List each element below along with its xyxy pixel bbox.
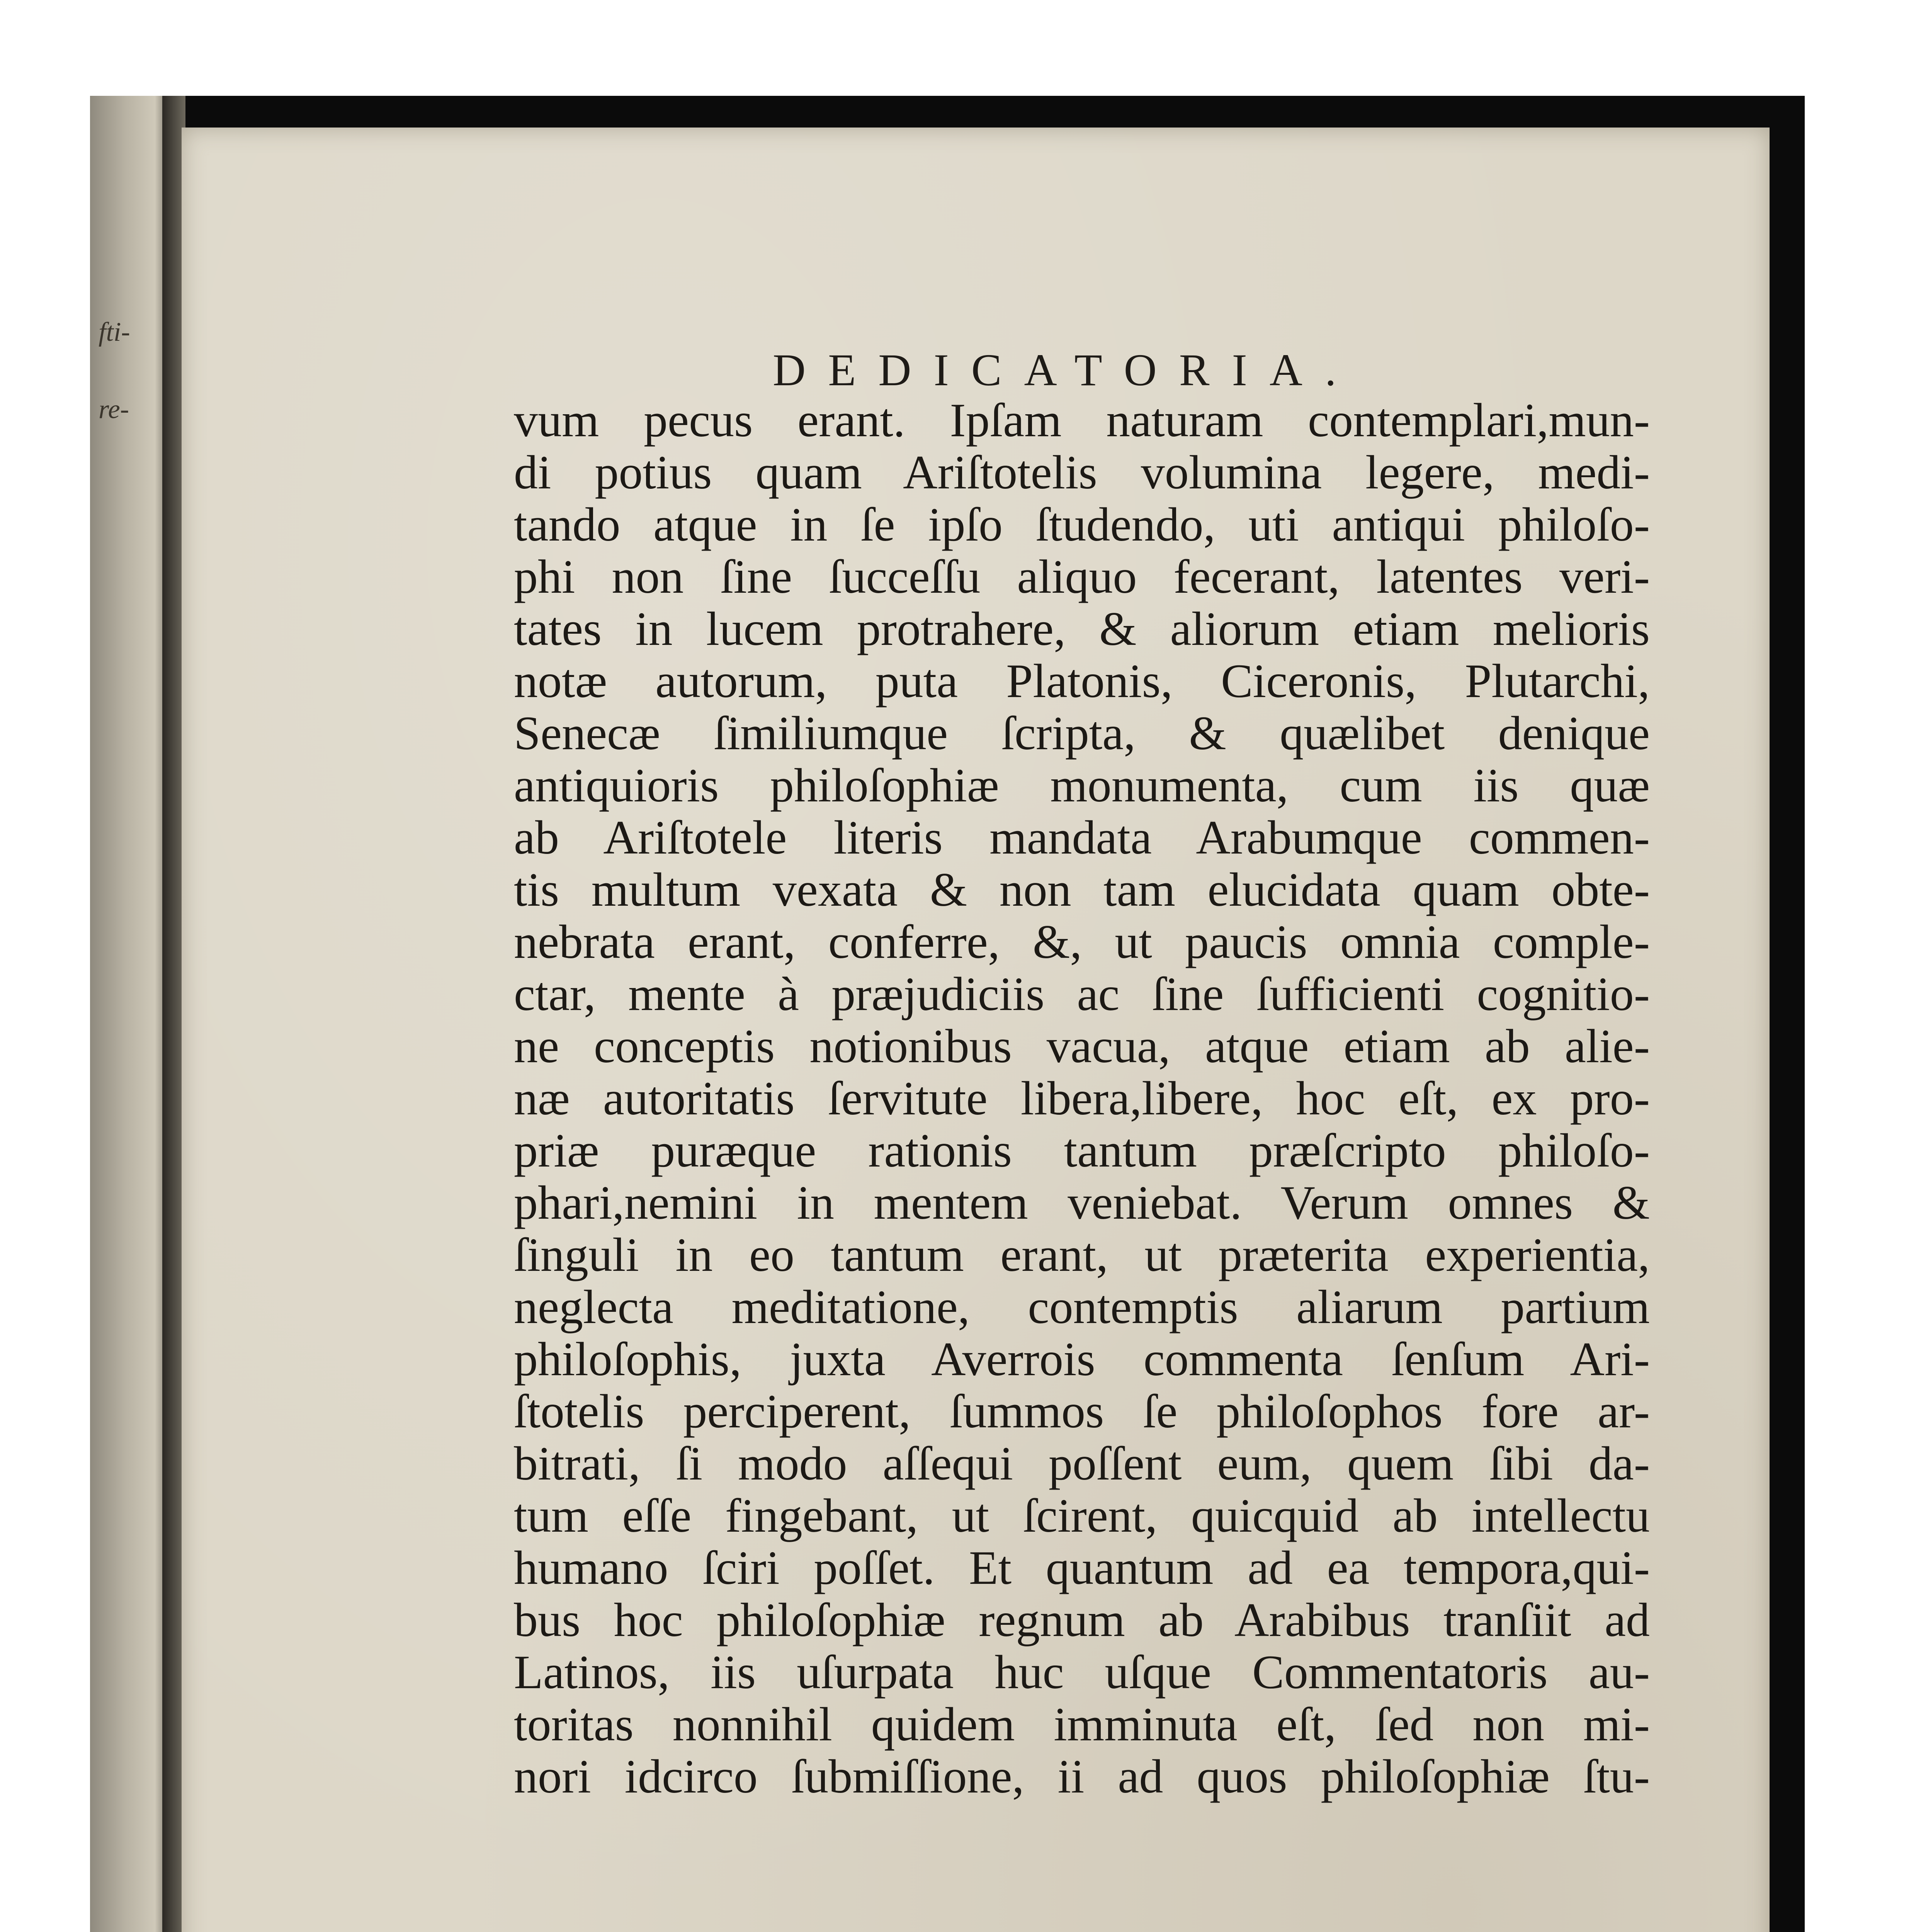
running-head: DEDICATORIA. <box>773 345 1359 395</box>
text-line: ſinguli in eo tantum erant, ut præterita experientia, <box>514 1228 1650 1281</box>
text-line: ne conceptis notionibus vacua, atque etiam ab alie- <box>514 1020 1650 1073</box>
text-line: toritas nonnihil quidem imminuta eſt, ſed non mi- <box>514 1698 1650 1751</box>
text-line: Senecæ ſimiliumque ſcripta, & quælibet denique <box>514 707 1650 760</box>
text-line: neglecta meditatione, contemptis aliarum partium <box>514 1281 1650 1333</box>
text-line: ſtotelis perciperent, ſummos ſe philoſophos fore ar- <box>514 1385 1650 1438</box>
text-line: phari,nemini in mentem veniebat. Verum omnes & <box>514 1176 1650 1229</box>
text-line: næ autoritatis ſervitute libera,libere, hoc eſt, ex pro- <box>514 1072 1650 1125</box>
text-line: notæ autorum, puta Platonis, Ciceronis, Plutarchi, <box>514 655 1650 707</box>
text-line: tis multum vexata & non tam elucidata quam obte- <box>514 863 1650 916</box>
text-line: vum pecus erant. Ipſam naturam contemplari,mun- <box>514 394 1650 447</box>
facing-page-fragment: re- <box>99 395 129 424</box>
text-line: di potius quam Ariſtotelis volumina legere, medi- <box>514 446 1650 499</box>
text-line: nebrata erant, conferre, &, ut paucis omnia comple- <box>514 915 1650 968</box>
text-line: phi non ſine ſucceſſu aliquo fecerant, latentes veri- <box>514 550 1650 603</box>
text-line: bus hoc philoſophiæ regnum ab Arabibus tranſiit ad <box>514 1594 1650 1646</box>
text-line: antiquioris philoſophiæ monumenta, cum iis quæ <box>514 759 1650 812</box>
book-page <box>182 128 1770 1932</box>
text-line: ctar, mente à præjudiciis ac ſine ſufficienti cognitio- <box>514 968 1650 1020</box>
text-line: philoſophis, juxta Averrois commenta ſenſum Ari- <box>514 1333 1650 1386</box>
text-line: tum eſſe fingebant, ut ſcirent, quicquid ab intellectu <box>514 1489 1650 1542</box>
text-line: bitrati, ſi modo aſſequi poſſent eum, quem ſibi da- <box>514 1437 1650 1490</box>
text-line: ab Ariſtotele literis mandata Arabumque commen- <box>514 811 1650 864</box>
text-line: nori idcirco ſubmiſſione, ii ad quos philoſophiæ ſtu- <box>514 1750 1650 1803</box>
text-line: tando atque in ſe ipſo ſtudendo, uti antiqui philoſo- <box>514 498 1650 551</box>
facing-page-edge <box>90 96 171 1932</box>
facing-page-fragment: fti- <box>99 317 130 347</box>
text-line: tates in lucem protrahere, & aliorum etiam melioris <box>514 602 1650 655</box>
text-line: priæ puræque rationis tantum præſcripto philoſo- <box>514 1124 1650 1177</box>
text-line: humano ſciri poſſet. Et quantum ad ea tempora,qui- <box>514 1541 1650 1594</box>
text-line: Latinos, iis uſurpata huc uſque Commentatoris au- <box>514 1646 1650 1699</box>
body-text <box>514 394 1650 1803</box>
